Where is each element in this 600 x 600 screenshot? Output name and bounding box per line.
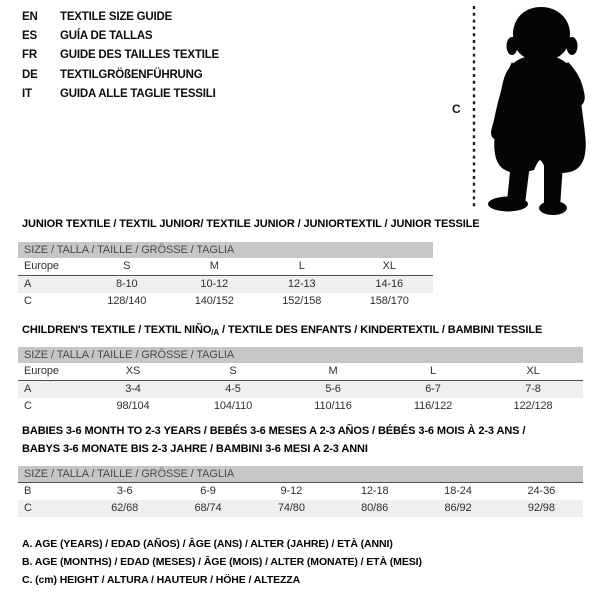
cell: 8-10 xyxy=(115,278,138,290)
cell: 7-8 xyxy=(525,383,541,395)
cell: 74/80 xyxy=(277,502,305,514)
column-header-row xyxy=(18,363,583,381)
language-label: TEXTILE SIZE GUIDE xyxy=(60,11,173,23)
cell: 9-12 xyxy=(280,485,303,497)
row-label: B xyxy=(24,485,32,497)
height-measure-label: C xyxy=(452,102,461,116)
cell: 86/92 xyxy=(444,502,472,514)
column-header: S xyxy=(123,260,131,272)
footnote-b: B. AGE (MONTHS) / EDAD (MESES) / ÂGE (MOIS) / ALTER (MONATE) / ETÀ (MESI) xyxy=(22,556,422,568)
title-line: BABYS 3-6 MONATE BIS 2-3 JAHRE / BAMBINI 3-6 MESI A 2-3 ANNI xyxy=(22,443,368,455)
title-text: / TEXTILE DES ENFANTS / KINDERTEXTIL / BAMBINI TESSILE xyxy=(219,324,543,336)
table-row xyxy=(18,276,433,293)
cell: 6-9 xyxy=(200,485,216,497)
cell: 3-6 xyxy=(116,485,133,497)
table-row xyxy=(18,381,583,398)
row-label: A xyxy=(24,383,32,395)
cell: 5-6 xyxy=(325,383,341,395)
height-dashed-line xyxy=(472,6,477,210)
cell: 68/74 xyxy=(194,502,222,514)
column-header: L xyxy=(298,260,305,272)
footnotes xyxy=(22,535,422,589)
cell: 92/98 xyxy=(527,502,555,514)
cell: 140/152 xyxy=(194,295,234,307)
babies-table-title xyxy=(22,422,525,458)
language-code: DE xyxy=(22,68,38,81)
column-header: L xyxy=(429,365,437,377)
column-header: XL xyxy=(382,260,396,272)
language-code: EN xyxy=(22,11,38,23)
cell: 104/110 xyxy=(213,400,253,412)
cell: 62/68 xyxy=(111,502,139,514)
row-label: C xyxy=(24,502,32,514)
cell: 152/158 xyxy=(282,295,322,307)
column-header: S xyxy=(229,365,237,377)
language-label: GUIDE DES TAILLES TEXTILE xyxy=(60,49,219,62)
cell: 80/86 xyxy=(361,502,389,514)
table-row xyxy=(18,398,583,415)
cell: 14-16 xyxy=(375,278,404,290)
language-code: ES xyxy=(22,30,37,43)
cell: 4-5 xyxy=(225,383,241,395)
table-row xyxy=(18,293,433,310)
size-header-bar: SIZE / TALLA / TAILLE / GRÖSSE / TAGLIA xyxy=(18,466,583,482)
cell: 10-12 xyxy=(200,278,229,290)
language-row xyxy=(22,66,219,85)
footnote-a: A. AGE (YEARS) / EDAD (AÑOS) / ÂGE (ANS) / ALTER (JAHRE) / ETÀ (ANNI) xyxy=(22,538,393,550)
cell: 98/104 xyxy=(116,400,150,412)
column-header: XS xyxy=(125,365,141,377)
row-label: A xyxy=(24,278,32,290)
region-label: Europe xyxy=(24,365,59,377)
column-header-row xyxy=(18,258,433,276)
language-label: GUIDA ALLE TAGLIE TESSILI xyxy=(60,87,216,100)
size-header-bar: SIZE / TALLA / TAILLE / GRÖSSE / TAGLIA xyxy=(18,242,433,258)
language-code: IT xyxy=(22,87,32,100)
language-row xyxy=(22,46,219,65)
row-label: C xyxy=(24,295,32,307)
cell: 12-18 xyxy=(360,485,389,497)
title-subscript: /A xyxy=(211,328,220,337)
cell: 3-4 xyxy=(125,383,141,395)
children-size-table xyxy=(18,347,583,415)
babies-size-table xyxy=(18,466,583,517)
cell: 24-36 xyxy=(527,485,556,497)
row-label: C xyxy=(24,400,32,412)
column-header: XL xyxy=(526,365,540,377)
footnote-c: C. (cm) HEIGHT / ALTURA / HAUTEUR / HÖHE / ALTEZZA xyxy=(22,574,301,586)
column-header: M xyxy=(328,365,338,377)
cell: 128/140 xyxy=(107,295,147,307)
toddler-silhouette xyxy=(482,4,598,216)
junior-table-title: JUNIOR TEXTILE / TEXTIL JUNIOR/ TEXTILE JUNIOR / JUNIORTEXTIL / JUNIOR TESSILE xyxy=(22,218,480,230)
column-header: M xyxy=(209,260,219,272)
language-list xyxy=(22,8,219,104)
language-label: TEXTILGRÖßENFÜHRUNG xyxy=(60,68,203,81)
height-measure-figure xyxy=(448,4,600,216)
cell: 6-7 xyxy=(425,383,441,395)
cell: 158/170 xyxy=(369,295,409,307)
table-row xyxy=(18,482,583,500)
language-row xyxy=(22,27,219,46)
cell: 122/128 xyxy=(513,400,553,412)
table-row xyxy=(18,500,583,517)
cell: 18-24 xyxy=(444,485,472,497)
children-table-title xyxy=(22,321,542,342)
language-code: FR xyxy=(22,49,37,62)
region-label: Europe xyxy=(24,260,59,272)
language-row xyxy=(22,85,219,104)
cell: 116/122 xyxy=(413,400,453,412)
language-row xyxy=(22,8,219,27)
language-label: GUÍA DE TALLAS xyxy=(60,30,153,43)
junior-size-table xyxy=(18,242,433,310)
title-text: CHILDREN'S TEXTILE / TEXTIL NIÑO xyxy=(22,324,212,336)
size-header-bar: SIZE / TALLA / TAILLE / GRÖSSE / TAGLIA xyxy=(18,347,583,363)
cell: 110/116 xyxy=(314,400,352,412)
title-line: BABIES 3-6 MONTH TO 2-3 YEARS / BEBÉS 3-6 MESES A 2-3 AÑOS / BÉBÉS 3-6 MOIS À 2-3 ANS / xyxy=(22,425,526,437)
cell: 12-13 xyxy=(287,278,316,290)
